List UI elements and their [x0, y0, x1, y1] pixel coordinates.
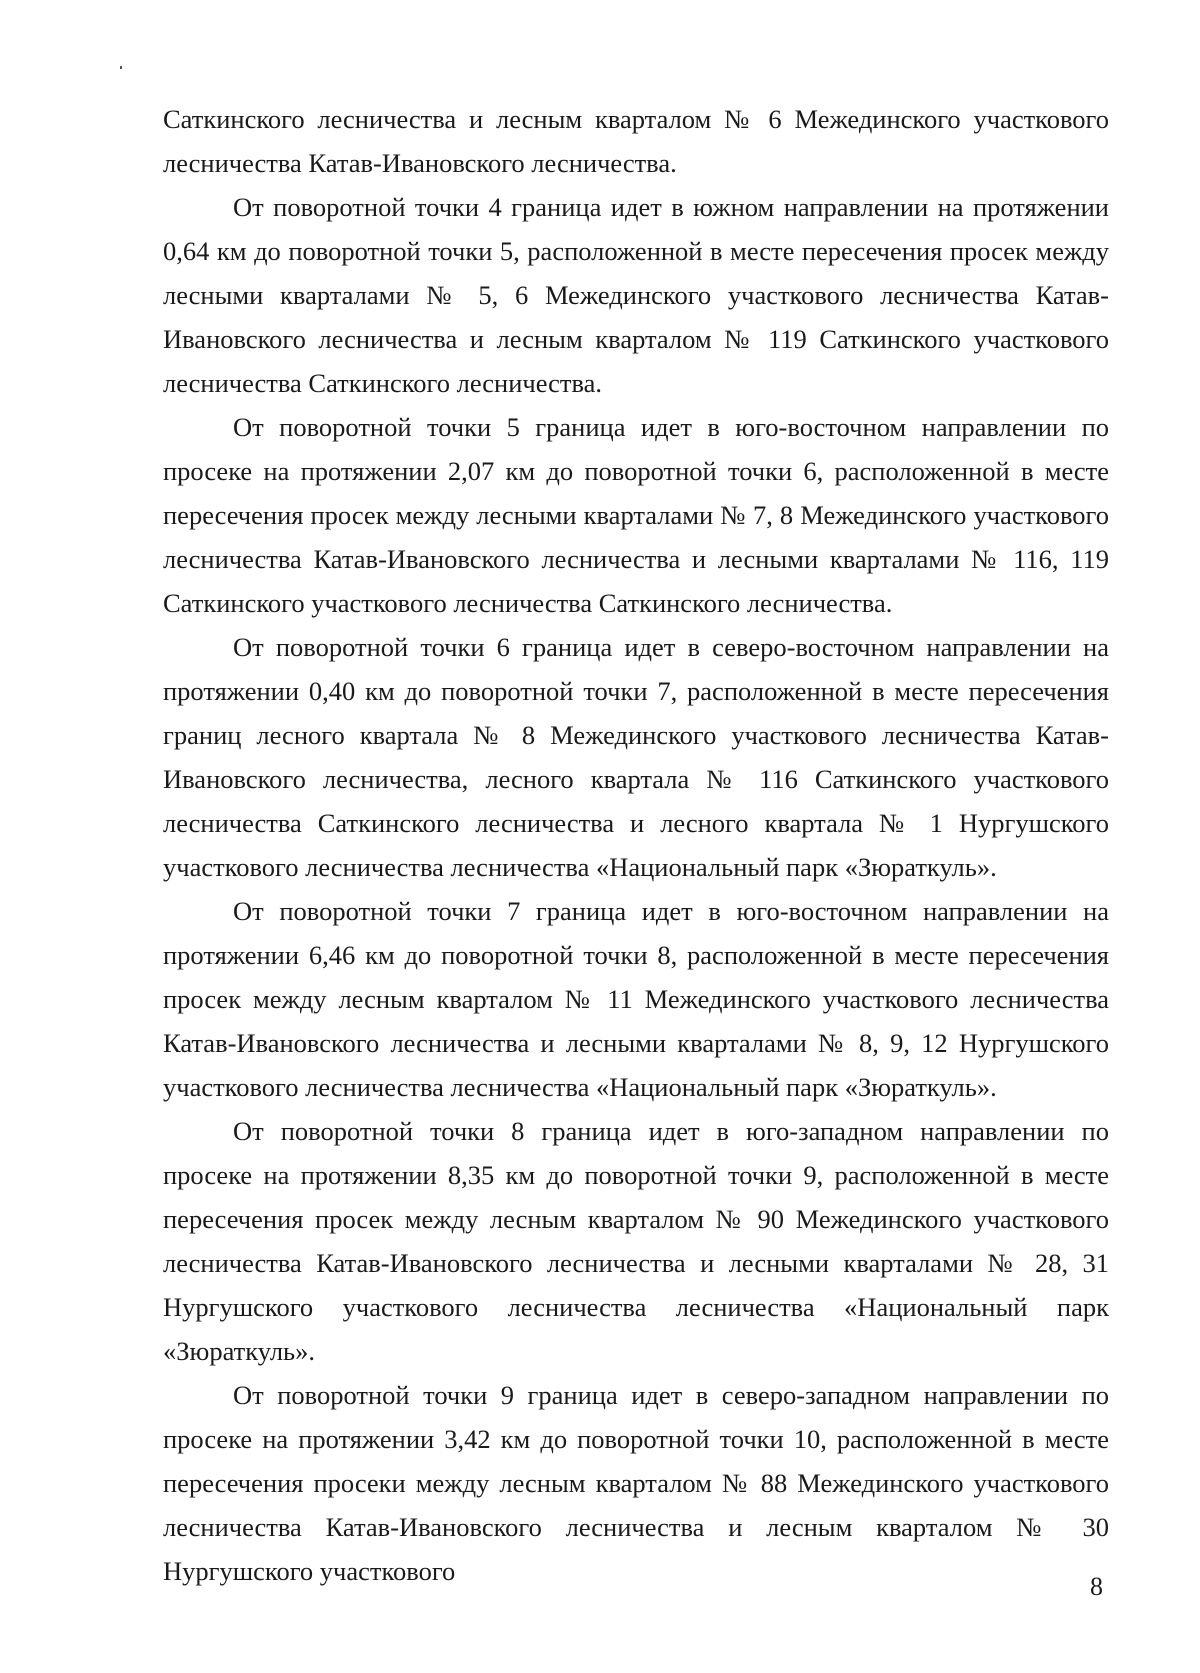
document-body: [163, 97, 1109, 1593]
scan-speck: [120, 66, 122, 69]
page-number: 8: [1090, 1572, 1103, 1601]
paragraph-point-7: От поворотной точки 7 граница идет в юго-восточном направлении на протяжении 6,46 км до поворотной точки 8, расположенной в месте пересечения просек между лесным кварталом № 11 Межединского участкового лесничества Катав-Ивановского лесничества и лесными кварталами № 8, 9, 12 Нургушского участкового лесничества лесничества «Национальный парк «Зюраткуль».: [163, 896, 1109, 1102]
paragraph-point-9: От поворотной точки 9 граница идет в северо-западном направлении по просеке на протяжении 3,42 км до поворотной точки 10, расположенной в месте пересечения просеки между лесным кварталом № 88 Межединского участкового лесничества Катав-Ивановского лесничества и лесным кварталом № 30 Нургушского участкового: [163, 1380, 1109, 1586]
paragraph-point-5: От поворотной точки 5 граница идет в юго-восточном направлении по просеке на протяжении 2,07 км до поворотной точки 6, расположенной в месте пересечения просек между лесными кварталами № 7, 8 Межединского участкового лесничества Катав-Ивановского лесничества и лесными кварталами № 116, 119 Саткинского участкового лесничества Саткинского лесничества.: [163, 412, 1109, 618]
paragraph-point-4: От поворотной точки 4 граница идет в южном направлении на протяжении 0,64 км до поворотной точки 5, расположенной в месте пересечения просек между лесными кварталами № 5, 6 Межединского участкового лесничества Катав-Ивановского лесничества и лесным кварталом № 119 Саткинского участкового лесничества Саткинского лесничества.: [163, 192, 1109, 398]
paragraph-point-8: От поворотной точки 8 граница идет в юго-западном направлении по просеке на протяжении 8,35 км до поворотной точки 9, расположенной в месте пересечения просек между лесным кварталом № 90 Межединского участкового лесничества Катав-Ивановского лесничества и лесными кварталами № 28, 31 Нургушского участкового лесничества лесничества «Национальный парк «Зюраткуль».: [163, 1116, 1109, 1366]
paragraph-continuation: Саткинского лесничества и лесным кварталом № 6 Межединского участкового лесничества Катав-Ивановского лесничества.: [163, 104, 1109, 178]
paragraph-point-6: От поворотной точки 6 граница идет в северо-восточном направлении на протяжении 0,40 км до поворотной точки 7, расположенной в месте пересечения границ лесного квартала № 8 Межединского участкового лесничества Катав-Ивановского лесничества, лесного квартала № 116 Саткинского участкового лесничества Саткинского лесничества и лесного квартала № 1 Нургушского участкового лесничества лесничества «Национальный парк «Зюраткуль».: [163, 632, 1109, 882]
